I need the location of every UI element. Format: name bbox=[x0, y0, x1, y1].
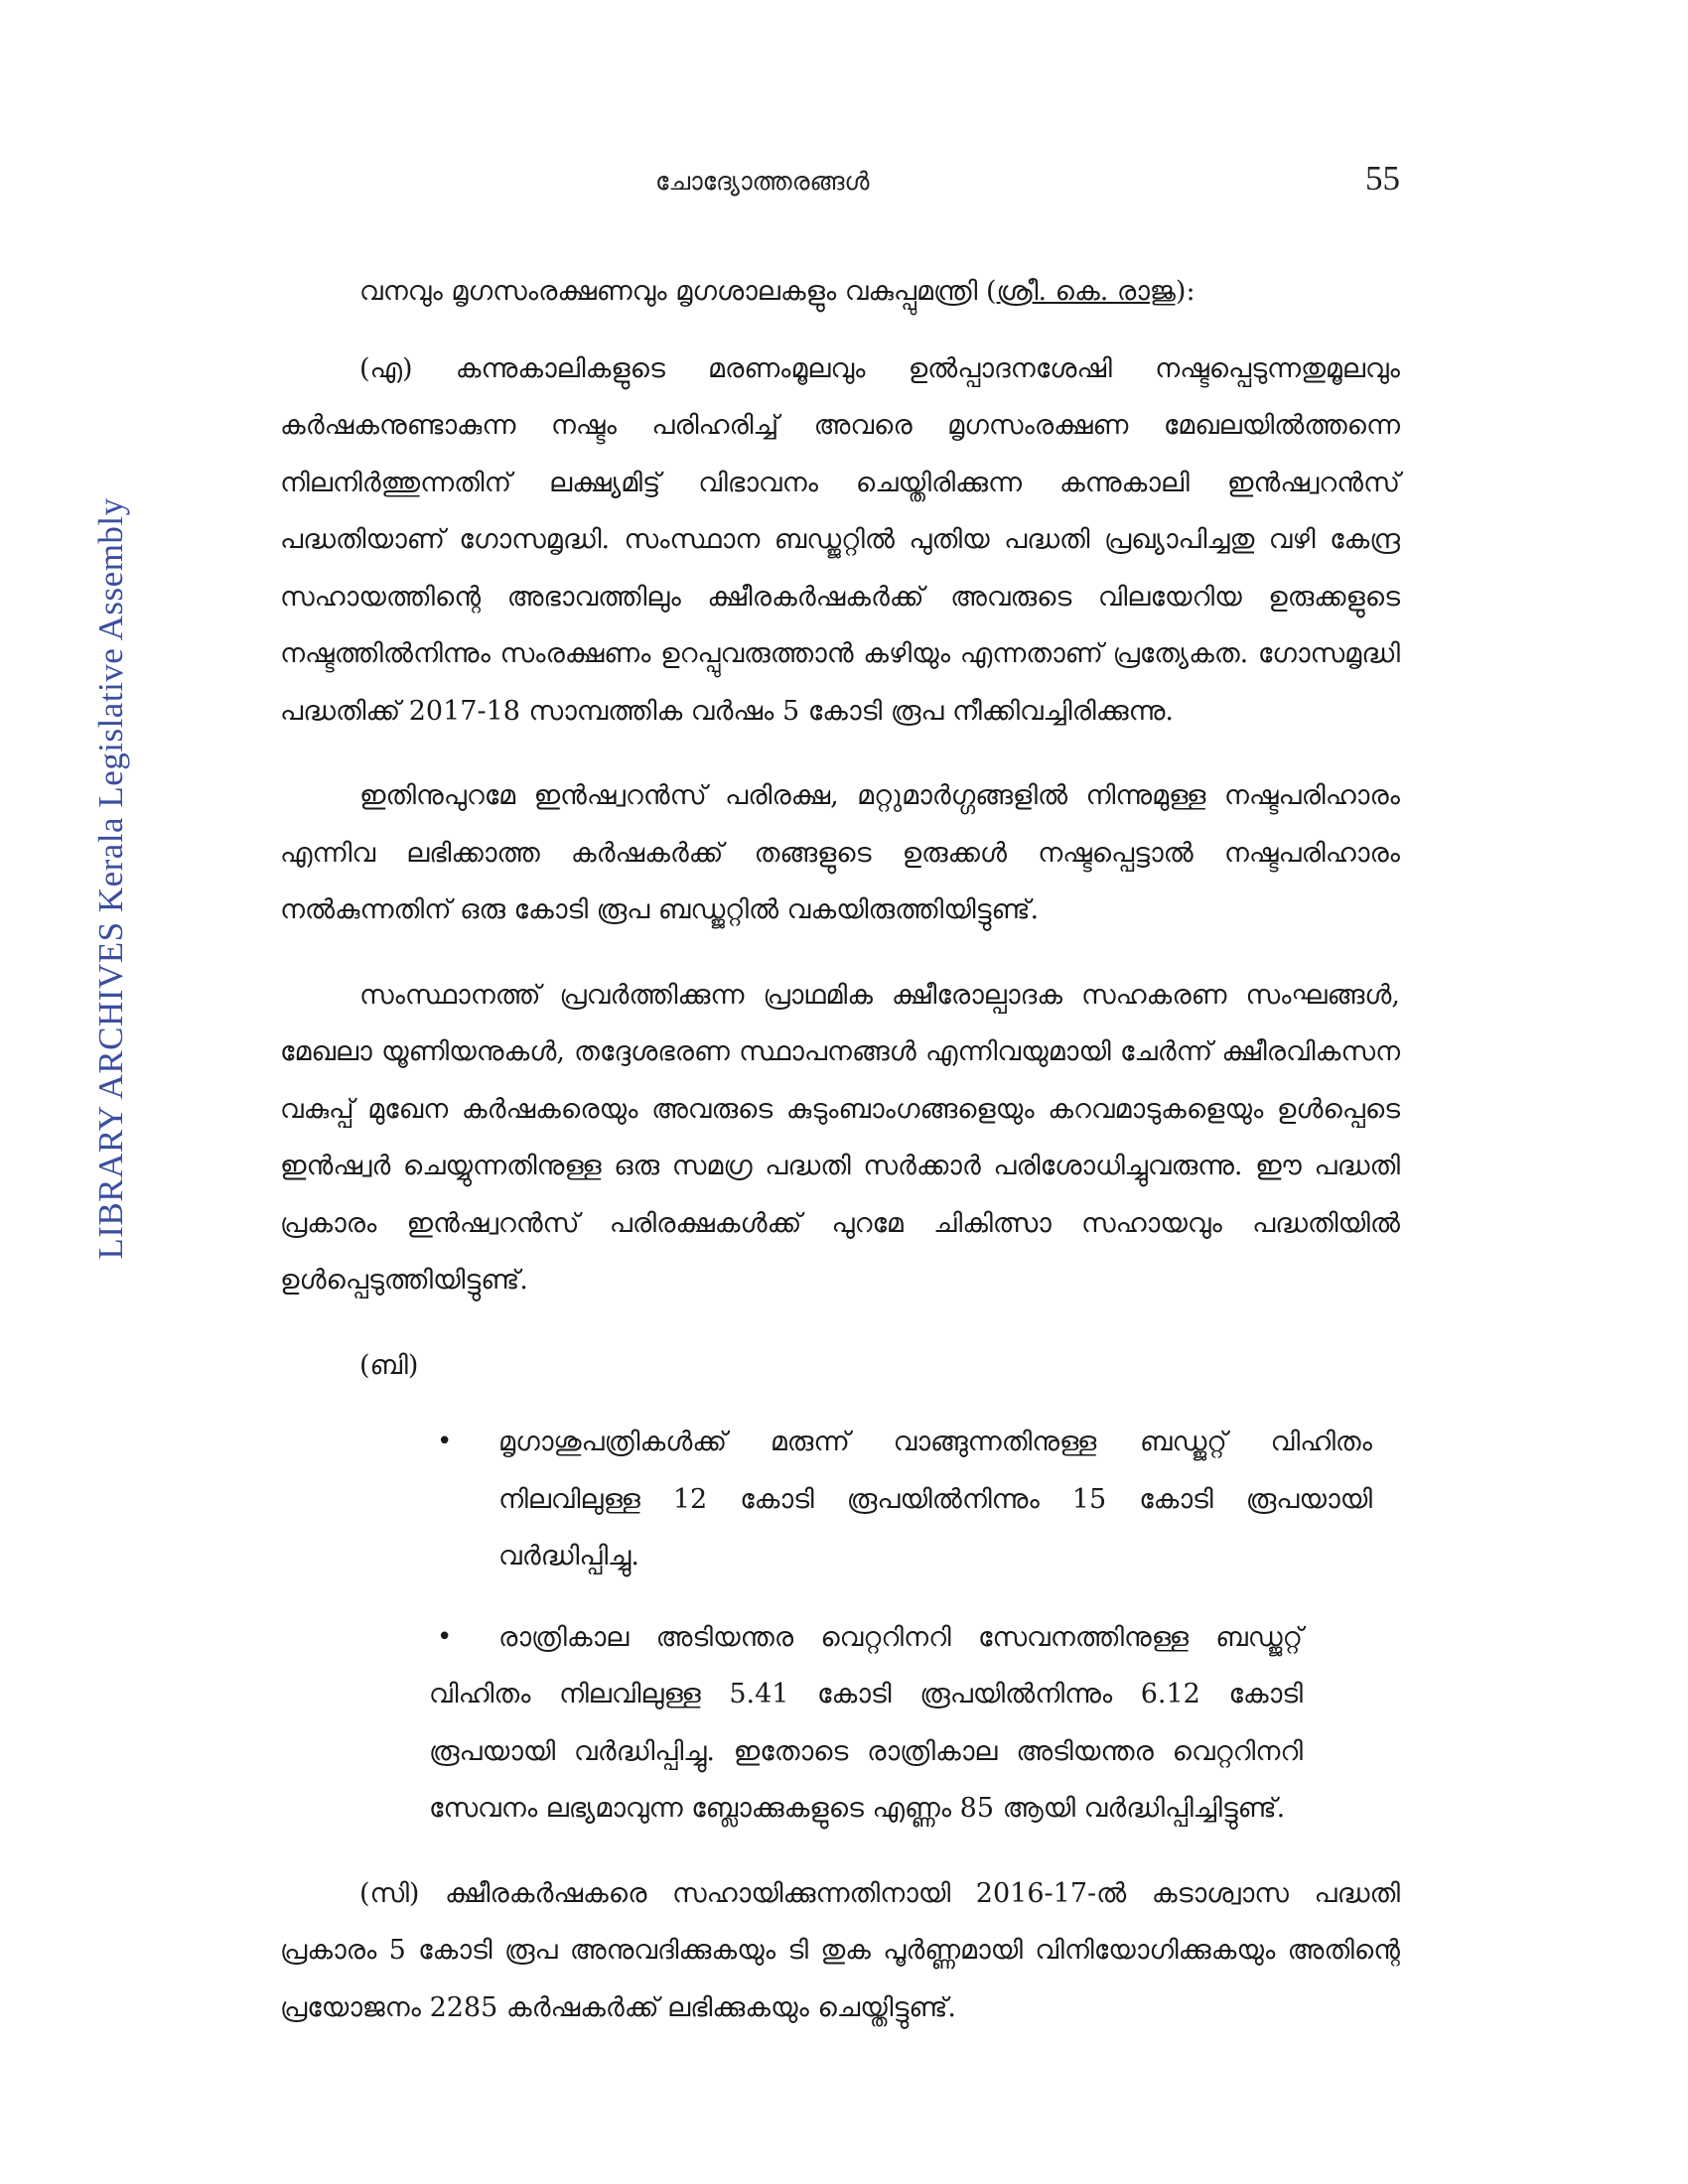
bullet-item-2 bbox=[429, 1609, 1303, 1838]
bullet-list bbox=[280, 1414, 1400, 1838]
label-b: (ബി) bbox=[359, 1349, 419, 1381]
minister-name: ശ്രീ. കെ. രാജു bbox=[996, 276, 1176, 307]
bullet-text-2: രാത്രികാല അടിയന്തര വെറ്ററിനറി സേവനത്തിനുള്ള ബഡ്ജറ്റ് വിഹിതം നിലവിലുള്ള 5.41 കോടി രൂപയിൽനിന്നും 6.12 കോടി രൂപയായി വർദ്ധിപ്പിച്ചു. ഇതോടെ രാത്രികാല അടിയന്തര വെറ്ററിനറി സേവനം ലഭ്യമാവുന്ന ബ്ലോക്കുകളുടെ എണ്ണം 85 ആയി വർദ്ധിപ്പിച്ചിട്ടുണ്ട്. bbox=[429, 1621, 1303, 1824]
page-number: 55 bbox=[1365, 159, 1400, 198]
heading-suffix: ): bbox=[1175, 276, 1196, 307]
bullet-icon: • bbox=[437, 1427, 453, 1456]
answer-body bbox=[280, 263, 1400, 2064]
library-archives-watermark: LIBRARY ARCHIVES Kerala Legislative Assembly bbox=[91, 497, 130, 1260]
paragraph-c: (സി) ക്ഷീരകർഷകരെ സഹായിക്കുന്നതിനായി 2016-17-ൽ കടാശ്വാസ പദ്ധതി പ്രകാരം 5 കോടി രൂപ അനുവദിക്കുകയും ടി തുക പൂർണ്ണമായി വിനിയോഗിക്കുകയും അതിന്റെ പ്രയോജനം 2285 കർഷകർക്ക് ലഭിക്കുകയും ചെയ്തിട്ടുണ്ട്. bbox=[280, 1877, 1400, 2023]
heading-prefix: വനവും മൃഗസംരക്ഷണവും മൃഗശാലകളും വകുപ്പുമന്ത്രി ( bbox=[359, 276, 997, 307]
bullet-text-1: മൃഗാശുപത്രികൾക്ക് മരുന്ന് വാങ്ങുന്നതിനുള്ള ബഡ്ജറ്റ് വിഹിതം നിലവിലുള്ള 12 കോടി രൂപയിൽനിന്നും 15 കോടി രൂപയായി വർദ്ധിപ്പിച്ചു. bbox=[498, 1427, 1372, 1571]
running-title: ചോദ്യോത്തരങ്ങൾ bbox=[655, 167, 870, 196]
paragraph-a-3: സംസ്ഥാനത്ത് പ്രവർത്തിക്കുന്ന പ്രാഥമിക ക്ഷീരോല്പാദക സഹകരണ സംഘങ്ങൾ, മേഖലാ യൂണിയനുകൾ, തദ്ദേശഭരണ സ്ഥാപനങ്ങൾ എന്നിവയുമായി ചേർന്ന് ക്ഷീരവികസന വകുപ്പ് മുഖേന കർഷകരെയും അവരുടെ കുടുംബാംഗങ്ങളെയും കറവമാടുകളെയും ഉൾപ്പെടെ ഇൻഷ്വർ ചെയ്യുന്നതിനുള്ള ഒരു സമഗ്ര പദ്ധതി സർക്കാർ പരിശോധിച്ചുവരുന്നു. ഈ പദ്ധതി പ്രകാരം ഇൻഷ്വറൻസ് പരിരക്ഷകൾക്ക് പുറമേ ചികിത്സാ സഹായവും പദ്ധതിയിൽ ഉൾപ്പെടുത്തിയിട്ടുണ്ട്. bbox=[280, 979, 1400, 1296]
paragraph-a-2: ഇതിനുപുറമേ ഇൻഷ്വറൻസ് പരിരക്ഷ, മറ്റുമാർഗ്ഗങ്ങളിൽ നിന്നുമുള്ള നഷ്ടപരിഹാരം എന്നിവ ലഭിക്കാത്ത കർഷകർക്ക് തങ്ങളുടെ ഉരുക്കൾ നഷ്ടപ്പെട്ടാൽ നഷ്ടപരിഹാരം നൽകുന്നതിന് ഒരു കോടി രൂപ ബഡ്ജറ്റിൽ വകയിരുത്തിയിട്ടുണ്ട്. bbox=[280, 780, 1400, 925]
minister-heading bbox=[359, 263, 1400, 321]
bullet-item-1 bbox=[429, 1414, 1372, 1585]
paragraph-a: (എ) കന്നുകാലികളുടെ മരണംമൂലവും ഉൽപ്പാദനശേഷി നഷ്ടപ്പെടുന്നതുമൂലവും കർഷകനുണ്ടാകുന്ന നഷ്ടം പരിഹരിച്ച് അവരെ മൃഗസംരക്ഷണ മേഖലയിൽത്തന്നെ നിലനിർത്തുന്നതിന് ലക്ഷ്യമിട്ട് വിഭാവനം ചെയ്തിരിക്കുന്ന കന്നുകാലി ഇൻഷ്വറൻസ് പദ്ധതിയാണ് ഗോസമൃദ്ധി. സംസ്ഥാന ബഡ്ജറ്റിൽ പുതിയ പദ്ധതി പ്രഖ്യാപിച്ചതു വഴി കേന്ദ്ര സഹായത്തിന്റെ അഭാവത്തിലും ക്ഷീരകർഷകർക്ക് അവരുടെ വിലയേറിയ ഉരുക്കളുടെ നഷ്ടത്തിൽനിന്നും സംരക്ഷണം ഉറപ്പുവരുത്താൻ കഴിയും എന്നതാണ് പ്രത്യേകത. ഗോസമൃദ്ധി പദ്ധതിക്ക് 2017-18 സാമ്പത്തിക വർഷം 5 കോടി രൂപ നീക്കിവച്ചിരിക്കുന്നു. bbox=[280, 352, 1400, 727]
bullet-icon: • bbox=[437, 1621, 453, 1652]
